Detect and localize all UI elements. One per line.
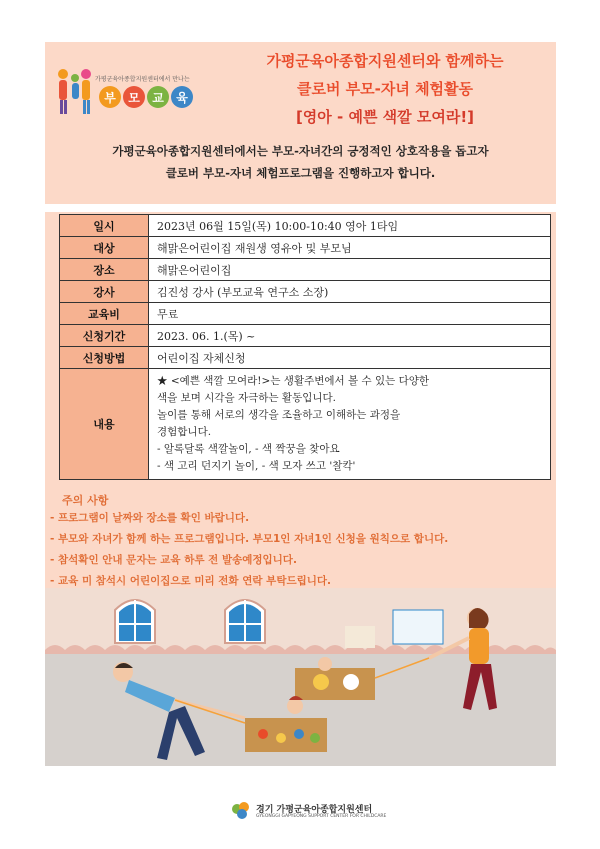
logo-char-4: 육 bbox=[171, 86, 193, 108]
intro-line-1: 가평군육아종합지원센터에서는 부모-자녀간의 긍정적인 상호작용을 돕고자 bbox=[112, 144, 489, 158]
table-row bbox=[60, 303, 551, 325]
content-label: 내용 bbox=[60, 369, 149, 480]
window-left bbox=[115, 600, 155, 643]
title-line-3: [영아 - 예쁜 색깔 모여라!] bbox=[295, 108, 475, 126]
content-body bbox=[149, 369, 551, 480]
footer-logo bbox=[230, 800, 390, 824]
note-item: - 교육 미 참석시 어린이집으로 미리 전화 연락 부탁드립니다. bbox=[50, 575, 332, 587]
poster-board bbox=[393, 610, 443, 644]
logo-pills bbox=[99, 86, 193, 108]
content-line: - 알록달록 색깔놀이, - 색 짝꿍을 찾아요 bbox=[157, 443, 340, 455]
wall-sign bbox=[345, 626, 375, 648]
row-label: 신청방법 bbox=[60, 347, 149, 369]
row-label: 대상 bbox=[60, 237, 149, 259]
row-label: 교육비 bbox=[60, 303, 149, 325]
row-value: 2023. 06. 1.(목) ~ bbox=[149, 325, 551, 347]
window-right bbox=[225, 600, 265, 643]
child-bottom bbox=[287, 698, 303, 714]
footer-org-name: 경기 가평군육아종합지원센터 bbox=[256, 805, 373, 815]
clover-logo-icon bbox=[230, 800, 252, 822]
info-table bbox=[59, 214, 551, 480]
content-line: ★ <예쁜 색깔 모여라!>는 생활주변에서 볼 수 있는 다양한 bbox=[157, 375, 430, 387]
logo-char-1: 부 bbox=[99, 86, 121, 108]
illustration-scene bbox=[45, 588, 556, 766]
content-line: 색을 보며 시각을 자극하는 활동입니다. bbox=[157, 392, 336, 404]
footer-org-sub: GYEONGGI GAPYEONG SUPPORT CENTER FOR CHILDCARE bbox=[256, 814, 387, 819]
family-icon bbox=[55, 64, 95, 126]
row-value: 해맑은어린이집 재원생 영유아 및 부모님 bbox=[149, 237, 551, 259]
row-label: 강사 bbox=[60, 281, 149, 303]
row-label: 장소 bbox=[60, 259, 149, 281]
row-value: 무료 bbox=[149, 303, 551, 325]
logo-char-2: 모 bbox=[123, 86, 145, 108]
title-line-1: 가평군육아종합지원센터와 함께하는 bbox=[266, 52, 504, 70]
note-item: - 프로그램이 날짜와 장소를 확인 바랍니다. bbox=[50, 512, 250, 524]
logo bbox=[55, 64, 205, 126]
row-value: 어린이집 자체신청 bbox=[149, 347, 551, 369]
table-row bbox=[60, 347, 551, 369]
intro-text bbox=[45, 140, 556, 184]
title-line-2: 클로버 부모-자녀 체험활동 bbox=[296, 80, 474, 98]
row-value: 해맑은어린이집 bbox=[149, 259, 551, 281]
intro-line-2: 클로버 부모-자녀 체험프로그램을 진행하고자 합니다. bbox=[165, 166, 436, 180]
note-item: - 부모와 자녀가 함께 하는 프로그램입니다. 부모1인 자녀1인 신청을 원칙으로 합니다. bbox=[50, 533, 449, 545]
header bbox=[45, 42, 556, 142]
table-row bbox=[60, 237, 551, 259]
row-value: 김진성 강사 (부모교육 연구소 소장) bbox=[149, 281, 551, 303]
logo-char-3: 교 bbox=[147, 86, 169, 108]
content-line: - 색 고리 던지기 놀이, - 색 모자 쓰고 '찰칵' bbox=[157, 460, 356, 472]
table-row bbox=[60, 325, 551, 347]
row-label: 신청기간 bbox=[60, 325, 149, 347]
logo-tagline: 가평군육아종합지원센터에서 만나는 bbox=[95, 76, 190, 83]
table-row bbox=[60, 215, 551, 237]
child-top bbox=[318, 657, 332, 671]
content-line: 놀이를 통해 서로의 생각을 조율하고 이해하는 과정을 bbox=[157, 409, 401, 421]
row-label: 일시 bbox=[60, 215, 149, 237]
divider bbox=[45, 204, 556, 212]
notes-heading: 주의 사항 bbox=[62, 494, 109, 507]
content-line: 경험합니다. bbox=[157, 426, 212, 438]
notes-section bbox=[50, 492, 555, 592]
table-row-content bbox=[60, 369, 551, 480]
box-top bbox=[295, 668, 375, 700]
note-item: - 참석확인 안내 문자는 교육 하루 전 발송예정입니다. bbox=[50, 554, 297, 566]
row-value: 2023년 06월 15일(목) 10:00-10:40 영아 1타임 bbox=[149, 215, 551, 237]
table-row bbox=[60, 281, 551, 303]
table-row bbox=[60, 259, 551, 281]
